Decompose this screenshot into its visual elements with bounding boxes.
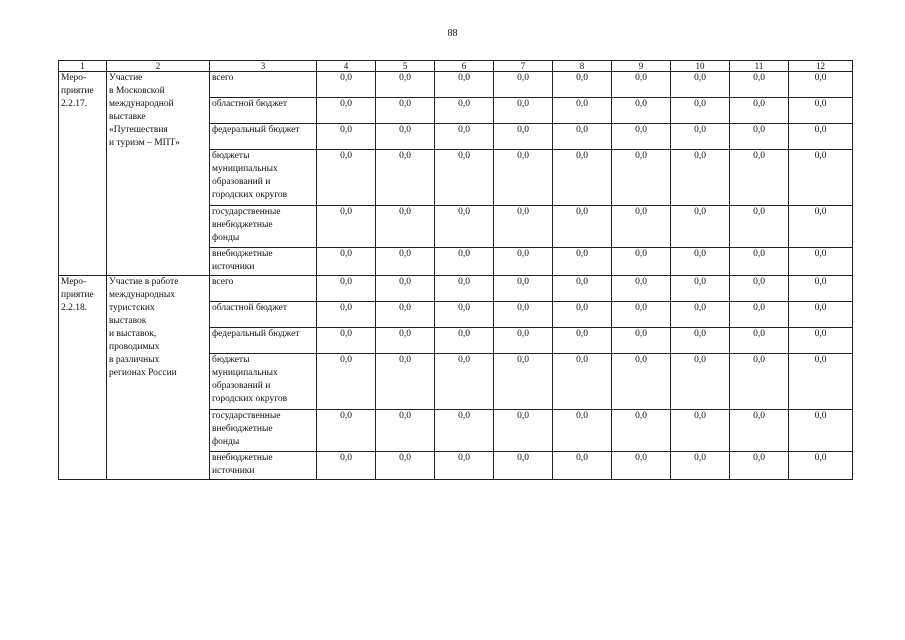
value-cell-col-6: 0,0 (435, 98, 494, 124)
value-cell-col-5: 0,0 (376, 248, 435, 276)
value-cell-col-4: 0,0 (317, 354, 376, 410)
activity-code (59, 72, 107, 276)
value-cell-col-7: 0,0 (494, 410, 553, 452)
value-cell-col-10: 0,0 (671, 206, 730, 248)
value-cell-col-12: 0,0 (789, 328, 853, 354)
column-header-5: 5 (376, 61, 435, 72)
value-cell-col-6: 0,0 (435, 150, 494, 206)
value-cell-col-8: 0,0 (553, 248, 612, 276)
funding-source-line: бюджеты (212, 151, 250, 161)
funding-source-line: образований и (212, 177, 271, 187)
activity-code-line: приятие (61, 86, 94, 96)
value-cell-col-9: 0,0 (612, 276, 671, 302)
value-cell-col-5: 0,0 (376, 124, 435, 150)
funding-source-line: фонды (212, 437, 240, 447)
value-cell-col-6: 0,0 (435, 410, 494, 452)
funding-source-line: федеральный бюджет (212, 329, 300, 339)
value-cell-col-7: 0,0 (494, 276, 553, 302)
value-cell-col-11: 0,0 (730, 248, 789, 276)
value-cell-col-4: 0,0 (317, 124, 376, 150)
value-cell-col-5: 0,0 (376, 328, 435, 354)
value-cell-col-7: 0,0 (494, 354, 553, 410)
funding-source-line: федеральный бюджет (212, 125, 300, 135)
value-cell-col-10: 0,0 (671, 124, 730, 150)
funding-source-line: областной бюджет (212, 303, 288, 313)
value-cell-col-8: 0,0 (553, 276, 612, 302)
value-cell-col-9: 0,0 (612, 410, 671, 452)
value-cell-col-12: 0,0 (789, 150, 853, 206)
value-cell-col-8: 0,0 (553, 72, 612, 98)
funding-source-line: внебюджетные (212, 453, 273, 463)
funding-source-line: государственные (212, 207, 281, 217)
value-cell-col-9: 0,0 (612, 248, 671, 276)
funding-source (210, 276, 317, 302)
value-cell-col-8: 0,0 (553, 452, 612, 480)
value-cell-col-12: 0,0 (789, 276, 853, 302)
activity-name-line: и туризм – МПТ» (109, 138, 180, 148)
value-cell-col-4: 0,0 (317, 276, 376, 302)
activity-name (107, 276, 210, 480)
column-header-8: 8 (553, 61, 612, 72)
value-cell-col-12: 0,0 (789, 302, 853, 328)
value-cell-col-7: 0,0 (494, 302, 553, 328)
column-header-3: 3 (210, 61, 317, 72)
value-cell-col-11: 0,0 (730, 276, 789, 302)
activity-name-line: и выставок, (109, 329, 157, 339)
value-cell-col-8: 0,0 (553, 328, 612, 354)
funding-source-line: внебюджетные (212, 424, 273, 434)
value-cell-col-5: 0,0 (376, 98, 435, 124)
value-cell-col-4: 0,0 (317, 150, 376, 206)
column-header-1: 1 (59, 61, 107, 72)
activity-name (107, 72, 210, 276)
value-cell-col-10: 0,0 (671, 150, 730, 206)
funding-source-line: внебюджетные (212, 249, 273, 259)
activity-name-line: проводимых (109, 342, 160, 352)
value-cell-col-5: 0,0 (376, 410, 435, 452)
table-header (59, 61, 853, 72)
funding-source-line: муниципальных (212, 368, 278, 378)
value-cell-col-9: 0,0 (612, 98, 671, 124)
value-cell-col-8: 0,0 (553, 410, 612, 452)
value-cell-col-10: 0,0 (671, 302, 730, 328)
funding-source (210, 452, 317, 480)
value-cell-col-11: 0,0 (730, 452, 789, 480)
activity-name-line: в Московской (109, 86, 165, 96)
value-cell-col-8: 0,0 (553, 150, 612, 206)
value-cell-col-10: 0,0 (671, 248, 730, 276)
activity-name-line: Участие (109, 73, 143, 83)
column-header-7: 7 (494, 61, 553, 72)
value-cell-col-5: 0,0 (376, 452, 435, 480)
funding-source (210, 206, 317, 248)
activity-name-line: «Путешествия (109, 125, 168, 135)
value-cell-col-9: 0,0 (612, 72, 671, 98)
activity-code (59, 276, 107, 480)
value-cell-col-10: 0,0 (671, 328, 730, 354)
value-cell-col-8: 0,0 (553, 124, 612, 150)
funding-source (210, 150, 317, 206)
page-number: 88 (447, 28, 458, 39)
value-cell-col-8: 0,0 (553, 302, 612, 328)
funding-source-line: городских округов (212, 394, 288, 404)
value-cell-col-5: 0,0 (376, 354, 435, 410)
funding-source-line: источники (212, 262, 255, 272)
activity-code-line: 2.2.17. (61, 99, 88, 109)
activity-name-line: регионах России (109, 368, 177, 378)
column-header-9: 9 (612, 61, 671, 72)
value-cell-col-7: 0,0 (494, 72, 553, 98)
column-header-12: 12 (789, 61, 853, 72)
value-cell-col-11: 0,0 (730, 98, 789, 124)
funding-source (210, 72, 317, 98)
value-cell-col-9: 0,0 (612, 302, 671, 328)
activity-name-line: выставке (109, 112, 146, 122)
activity-name-line: в различных (109, 355, 160, 365)
value-cell-col-5: 0,0 (376, 72, 435, 98)
value-cell-col-5: 0,0 (376, 206, 435, 248)
table-row (59, 276, 853, 302)
value-cell-col-8: 0,0 (553, 354, 612, 410)
value-cell-col-12: 0,0 (789, 410, 853, 452)
column-header-10: 10 (671, 61, 730, 72)
activity-name-line: туристских (109, 303, 155, 313)
value-cell-col-8: 0,0 (553, 206, 612, 248)
value-cell-col-12: 0,0 (789, 72, 853, 98)
value-cell-col-9: 0,0 (612, 452, 671, 480)
funding-source (210, 410, 317, 452)
value-cell-col-9: 0,0 (612, 124, 671, 150)
activity-name-line: выставок (109, 316, 147, 326)
funding-source (210, 124, 317, 150)
header-row (59, 61, 853, 72)
value-cell-col-4: 0,0 (317, 452, 376, 480)
value-cell-col-7: 0,0 (494, 248, 553, 276)
value-cell-col-12: 0,0 (789, 354, 853, 410)
value-cell-col-10: 0,0 (671, 410, 730, 452)
value-cell-col-7: 0,0 (494, 98, 553, 124)
value-cell-col-6: 0,0 (435, 302, 494, 328)
value-cell-col-6: 0,0 (435, 276, 494, 302)
value-cell-col-12: 0,0 (789, 206, 853, 248)
value-cell-col-5: 0,0 (376, 150, 435, 206)
value-cell-col-6: 0,0 (435, 354, 494, 410)
value-cell-col-4: 0,0 (317, 410, 376, 452)
activity-name-line: международной (109, 99, 174, 109)
value-cell-col-4: 0,0 (317, 302, 376, 328)
funding-source-line: бюджеты (212, 355, 250, 365)
value-cell-col-11: 0,0 (730, 410, 789, 452)
value-cell-col-10: 0,0 (671, 98, 730, 124)
column-header-2: 2 (107, 61, 210, 72)
activity-code-line: 2.2.18. (61, 303, 88, 313)
value-cell-col-11: 0,0 (730, 124, 789, 150)
activity-code-line: Меро- (61, 277, 87, 287)
value-cell-col-5: 0,0 (376, 276, 435, 302)
value-cell-col-6: 0,0 (435, 248, 494, 276)
value-cell-col-11: 0,0 (730, 354, 789, 410)
funding-source-line: всего (212, 73, 234, 83)
funding-source-line: фонды (212, 233, 240, 243)
value-cell-col-8: 0,0 (553, 98, 612, 124)
column-header-11: 11 (730, 61, 789, 72)
value-cell-col-10: 0,0 (671, 72, 730, 98)
value-cell-col-10: 0,0 (671, 354, 730, 410)
activity-name-line: международных (109, 290, 175, 300)
value-cell-col-12: 0,0 (789, 452, 853, 480)
value-cell-col-4: 0,0 (317, 328, 376, 354)
funding-source-line: источники (212, 466, 255, 476)
value-cell-col-11: 0,0 (730, 206, 789, 248)
value-cell-col-9: 0,0 (612, 328, 671, 354)
column-header-6: 6 (435, 61, 494, 72)
activity-name-line: Участие в работе (109, 277, 179, 287)
funding-source (210, 354, 317, 410)
value-cell-col-9: 0,0 (612, 354, 671, 410)
funding-source-line: областной бюджет (212, 99, 288, 109)
value-cell-col-7: 0,0 (494, 124, 553, 150)
funding-source (210, 98, 317, 124)
value-cell-col-4: 0,0 (317, 72, 376, 98)
value-cell-col-5: 0,0 (376, 302, 435, 328)
value-cell-col-6: 0,0 (435, 124, 494, 150)
value-cell-col-9: 0,0 (612, 206, 671, 248)
activity-code-line: приятие (61, 290, 94, 300)
value-cell-col-4: 0,0 (317, 98, 376, 124)
funding-source (210, 302, 317, 328)
value-cell-col-12: 0,0 (789, 124, 853, 150)
value-cell-col-7: 0,0 (494, 150, 553, 206)
value-cell-col-10: 0,0 (671, 452, 730, 480)
value-cell-col-4: 0,0 (317, 206, 376, 248)
value-cell-col-9: 0,0 (612, 150, 671, 206)
value-cell-col-4: 0,0 (317, 248, 376, 276)
funding-source-line: внебюджетные (212, 220, 273, 230)
value-cell-col-11: 0,0 (730, 150, 789, 206)
budget-table (58, 60, 853, 480)
value-cell-col-11: 0,0 (730, 72, 789, 98)
funding-source-line: муниципальных (212, 164, 278, 174)
activity-code-line: Меро- (61, 73, 87, 83)
value-cell-col-7: 0,0 (494, 206, 553, 248)
value-cell-col-12: 0,0 (789, 248, 853, 276)
funding-source-line: государственные (212, 411, 281, 421)
value-cell-col-12: 0,0 (789, 98, 853, 124)
value-cell-col-6: 0,0 (435, 72, 494, 98)
funding-source-line: городских округов (212, 190, 288, 200)
funding-source-line: всего (212, 277, 234, 287)
value-cell-col-6: 0,0 (435, 206, 494, 248)
funding-source (210, 328, 317, 354)
value-cell-col-11: 0,0 (730, 302, 789, 328)
funding-source (210, 248, 317, 276)
value-cell-col-11: 0,0 (730, 328, 789, 354)
value-cell-col-6: 0,0 (435, 452, 494, 480)
value-cell-col-7: 0,0 (494, 328, 553, 354)
table-body (59, 72, 853, 480)
value-cell-col-10: 0,0 (671, 276, 730, 302)
value-cell-col-7: 0,0 (494, 452, 553, 480)
column-header-4: 4 (317, 61, 376, 72)
value-cell-col-6: 0,0 (435, 328, 494, 354)
funding-source-line: образований и (212, 381, 271, 391)
table-row (59, 72, 853, 98)
